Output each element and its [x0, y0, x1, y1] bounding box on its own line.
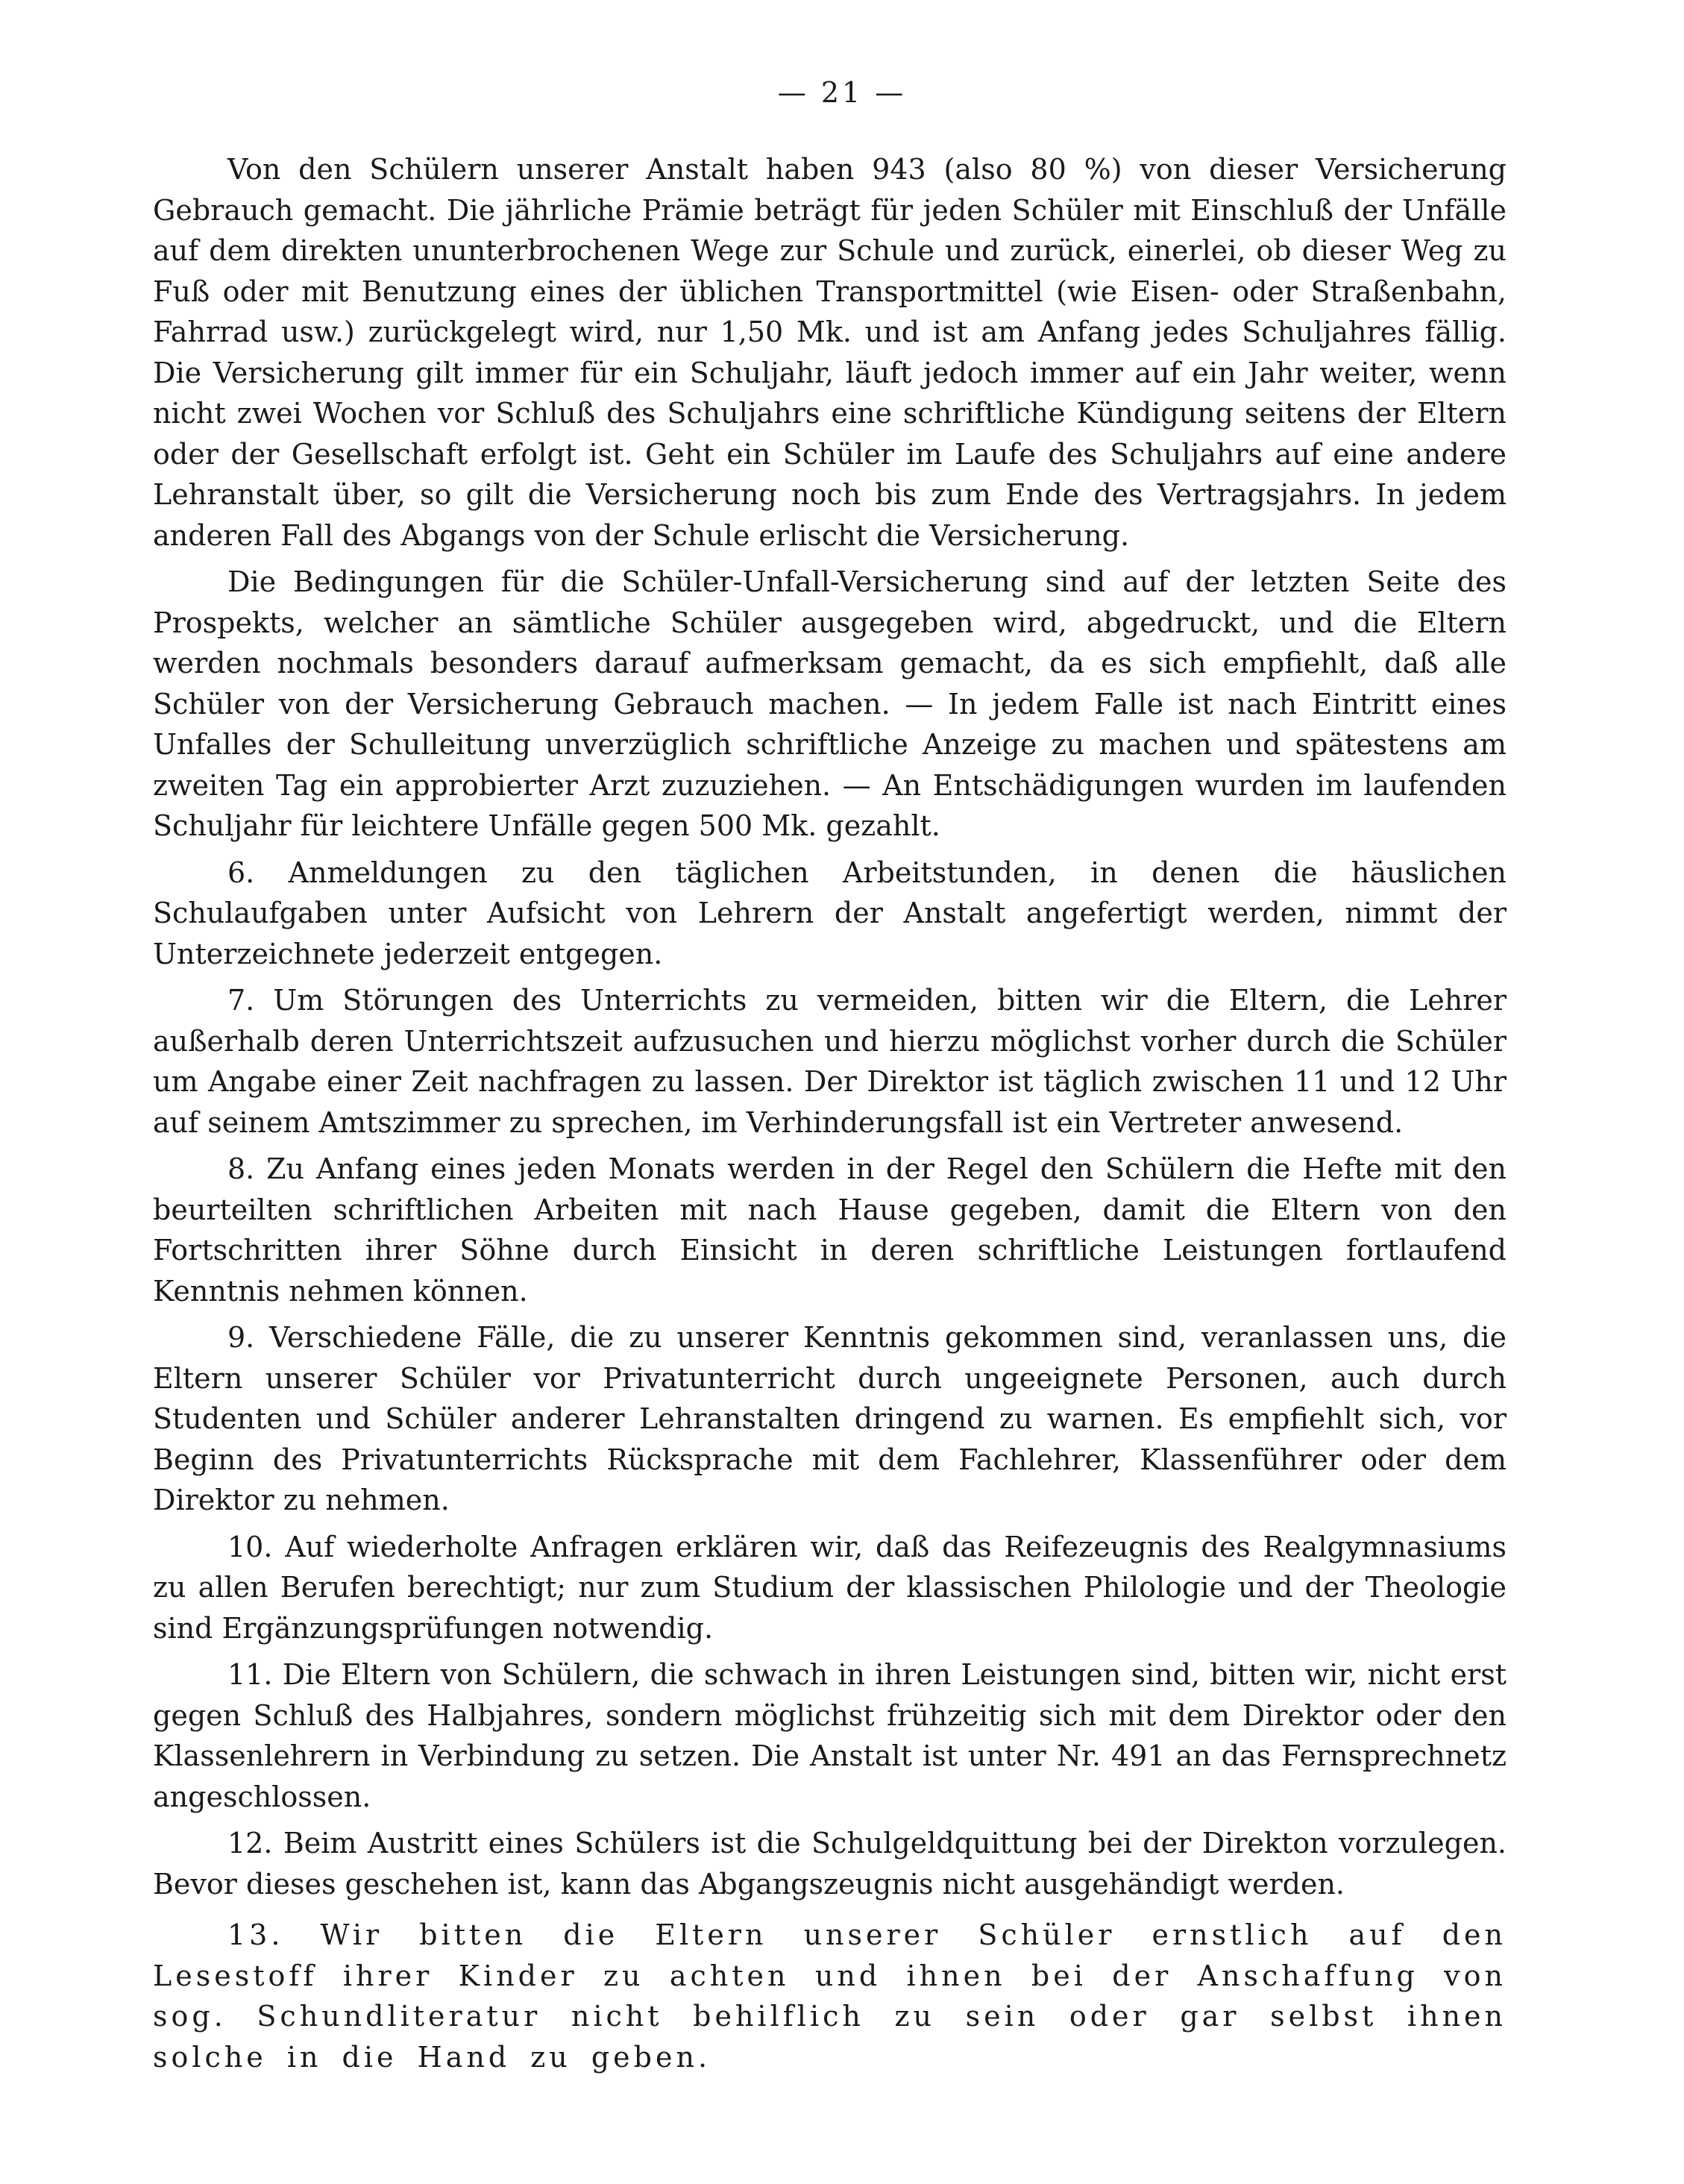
- paragraph-12-withdrawal: 12. Beim Austritt eines Schülers ist die Schulgeldquittung bei der Direkton vorzulegen. Bevor dieses geschehen ist, kann das Abgangszeugnis nicht ausgehändigt werden.: [153, 1827, 1507, 1901]
- paragraph-insurance-usage: Von den Schülern unserer Anstalt haben 943 (also 80 %) von dieser Versicherung Gebrauch gemacht. Die jährliche Prämie beträgt für jeden Schüler mit Einschluß der Unfälle auf dem direkten ununterbrochenen Wege zur Schule und zurück, einerlei, ob dieser Weg zu Fuß oder mit Benutzung eines der üblichen Transportmittel (wie Eisen- oder Straßenbahn, Fahrrad usw.) zurückgelegt wird, nur 1,50 Mk. und ist am Anfang jedes Schuljahres fällig. Die Versicherung gilt immer für ein Schuljahr, läuft jedoch immer auf ein Jahr weiter, wenn nicht zwei Wochen vor Schluß des Schuljahrs eine schriftliche Kündigung seitens der Eltern oder der Gesellschaft erfolgt ist. Geht ein Schüler im Laufe des Schuljahrs auf eine andere Lehranstalt über, so gilt die Versicherung noch bis zum Ende des Vertragsjahrs. In jedem anderen Fall des Abgangs von der Schule erlischt die Versicherung.: [153, 153, 1507, 552]
- paragraph-insurance-conditions: Die Bedingungen für die Schüler-Unfall-Versicherung sind auf der letzten Seite des Prospekts, welcher an sämtliche Schüler ausgegeben wird, abgedruckt, und die Eltern werden nochmals besonders darauf aufmerksam gemacht, da es sich empfiehlt, daß alle Schüler von der Versicherung Gebrauch machen. — In jedem Falle ist nach Eintritt eines Unfalles der Schulleitung unverzüglich schriftliche Anzeige zu machen und spätestens am zweiten Tag ein approbierter Arzt zuzuziehen. — An Entschädigungen wurden im laufenden Schuljahr für leichtere Unfälle gegen 500 Mk. gezahlt.: [153, 565, 1507, 842]
- body-text: [153, 149, 1507, 2083]
- page-number: — 21 —: [777, 76, 907, 109]
- paragraph-6-study-hours: 6. Anmeldungen zu den täglichen Arbeitstunden, in denen die häuslichen Schulaufgaben unter Aufsicht von Lehrern der Anstalt angefertigt werden, nimmt der Unterzeichnete jederzeit entgegen.: [153, 856, 1507, 970]
- paragraph-8-notebooks: 8. Zu Anfang eines jeden Monats werden in der Regel den Schülern die Hefte mit den beurteilten schriftlichen Arbeiten mit nach Hause gegeben, damit die Eltern von den Fortschritten ihrer Söhne durch Einsicht in deren schriftliche Leistungen fortlaufend Kenntnis nehmen können.: [153, 1152, 1507, 1308]
- paragraph-13-reading-material: 13. Wir bitten die Eltern unserer Schüler ernstlich auf den Lesestoff ihrer Kinder zu achten und ihnen bei der Anschaffung von sog. Schundliteratur nicht behilflich zu sein oder gar selbst ihnen solche in die Hand zu geben.: [153, 1918, 1507, 2074]
- paragraph-10-certificate: 10. Auf wiederholte Anfragen erklären wir, daß das Reifezeugnis des Realgymnasiums zu allen Berufen berechtigt; nur zum Studium der klassischen Philologie und der Theologie sind Ergänzungsprüfungen notwendig.: [153, 1530, 1507, 1645]
- paragraph-11-weak-students: 11. Die Eltern von Schülern, die schwach in ihren Leistungen sind, bitten wir, nicht erst gegen Schluß des Halbjahres, sondern möglichst frühzeitig sich mit dem Direktor oder den Klassenlehrern in Verbindung zu setzen. Die Anstalt ist unter Nr. 491 an das Fernsprechnetz angeschlossen.: [153, 1658, 1507, 1813]
- paragraph-7-teacher-visits: 7. Um Störungen des Unterrichts zu vermeiden, bitten wir die Eltern, die Lehrer außerhalb deren Unterrichtszeit aufzusuchen und hierzu möglichst vorher durch die Schüler um Angabe einer Zeit nachfragen zu lassen. Der Direktor ist täglich zwischen 11 und 12 Uhr auf seinem Amtszimmer zu sprechen, im Verhinderungsfall ist ein Vertreter anwesend.: [153, 984, 1507, 1139]
- paragraph-9-private-tutoring: 9. Verschiedene Fälle, die zu unserer Kenntnis gekommen sind, veranlassen uns, die Eltern unserer Schüler vor Privatunterricht durch ungeeignete Personen, auch durch Studenten und Schüler anderer Lehranstalten dringend zu warnen. Es empfiehlt sich, vor Beginn des Privatunterrichts Rücksprache mit dem Fachlehrer, Klassenführer oder dem Direktor zu nehmen.: [153, 1321, 1507, 1516]
